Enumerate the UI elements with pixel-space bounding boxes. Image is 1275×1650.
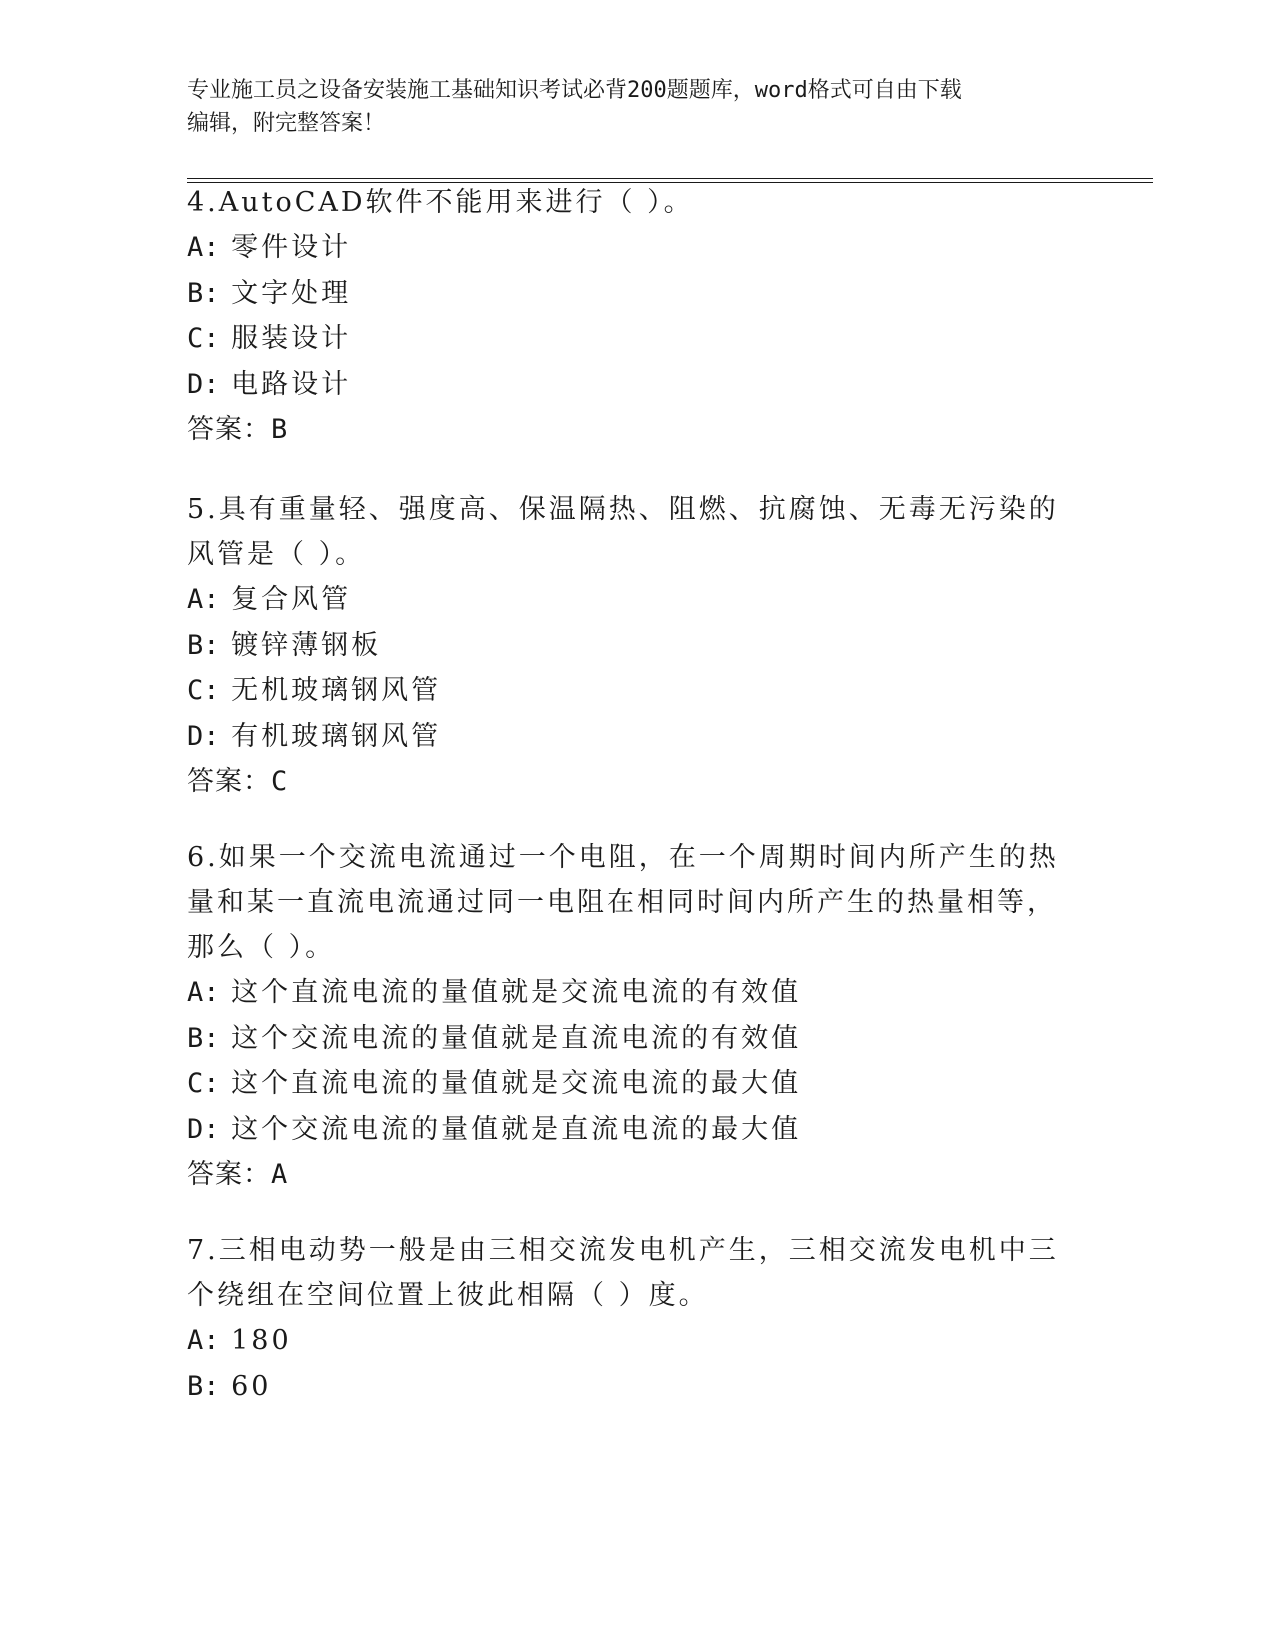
header-line-2: 编辑，附完整答案！ [187,111,386,136]
option-letter: B: [187,1022,220,1054]
option-b [187,623,1067,669]
option-text: 镀锌薄钢板 [231,629,382,661]
answer-value: A [271,1159,289,1190]
option-text: 电路设计 [231,368,352,400]
question-stem: 6.如果一个交流电流通过一个电阻，在一个周期时间内所产生的热量和某一直流电流通过同一电阻在相同时间内所产生的热量相等，那么（ ）。 [187,842,1059,963]
answer-label: 答案： [187,766,271,797]
option-b [187,1016,1067,1062]
answer-label: 答案： [187,1159,271,1190]
answer-value: C [271,766,289,797]
option-d [187,362,1067,408]
option-text: 60 [231,1370,272,1402]
option-text: 这个交流电流的量值就是直流电流的最大值 [231,1113,802,1145]
option-a [187,225,1067,271]
option-text: 这个直流电流的量值就是交流电流的有效值 [231,977,802,1008]
question-stem: 7.三相电动势一般是由三相交流发电机产生，三相交流发电机中三个绕组在空间位置上彼此相隔（ ）度。 [187,1235,1059,1311]
answer-line [187,407,1067,452]
answer-line [187,759,1067,804]
option-text: 有机玻璃钢风管 [231,720,442,752]
question-7 [187,1228,1067,1409]
answer-line [187,1152,1067,1197]
option-text: 复合风管 [231,584,352,615]
option-letter: B: [187,1370,220,1402]
option-c [187,1061,1067,1107]
option-text: 服装设计 [231,323,352,354]
option-letter: A: [187,232,220,263]
option-text: 这个直流电流的量值就是交流电流的最大值 [231,1068,802,1099]
option-letter: C: [187,675,220,706]
option-letter: D: [187,1113,220,1145]
question-stem: 5.具有重量轻、强度高、保温隔热、阻燃、抗腐蚀、无毒无污染的风管是（ ）。 [187,494,1059,570]
question-stem: 4.AutoCAD软件不能用来进行（ ）。 [187,187,694,218]
answer-label: 答案： [187,414,271,445]
document-header [187,74,1087,140]
header-line-1: 专业施工员之设备安装施工基础知识考试必背200题题库，word格式可自由下载 [187,78,962,103]
option-text: 文字处理 [231,277,352,309]
option-c [187,316,1067,362]
option-b [187,1364,1067,1410]
option-letter: B: [187,629,220,661]
option-c [187,668,1067,714]
option-a [187,970,1067,1016]
option-a [187,577,1067,623]
option-letter: A: [187,584,220,615]
option-text: 180 [231,1325,292,1356]
option-d [187,714,1067,760]
option-text: 零件设计 [231,232,352,263]
option-b [187,271,1067,317]
option-a [187,1318,1067,1364]
option-letter: A: [187,977,220,1008]
option-d [187,1107,1067,1153]
question-4 [187,180,1067,452]
option-letter: C: [187,1068,220,1099]
question-5 [187,487,1067,804]
option-letter: D: [187,368,220,400]
option-letter: D: [187,720,220,752]
header-divider-top [187,178,1153,179]
option-text: 这个交流电流的量值就是直流电流的有效值 [231,1022,802,1054]
question-6 [187,835,1067,1197]
option-text: 无机玻璃钢风管 [231,675,442,706]
option-letter: B: [187,277,220,309]
option-letter: A: [187,1325,220,1356]
answer-value: B [271,414,289,445]
option-letter: C: [187,323,220,354]
